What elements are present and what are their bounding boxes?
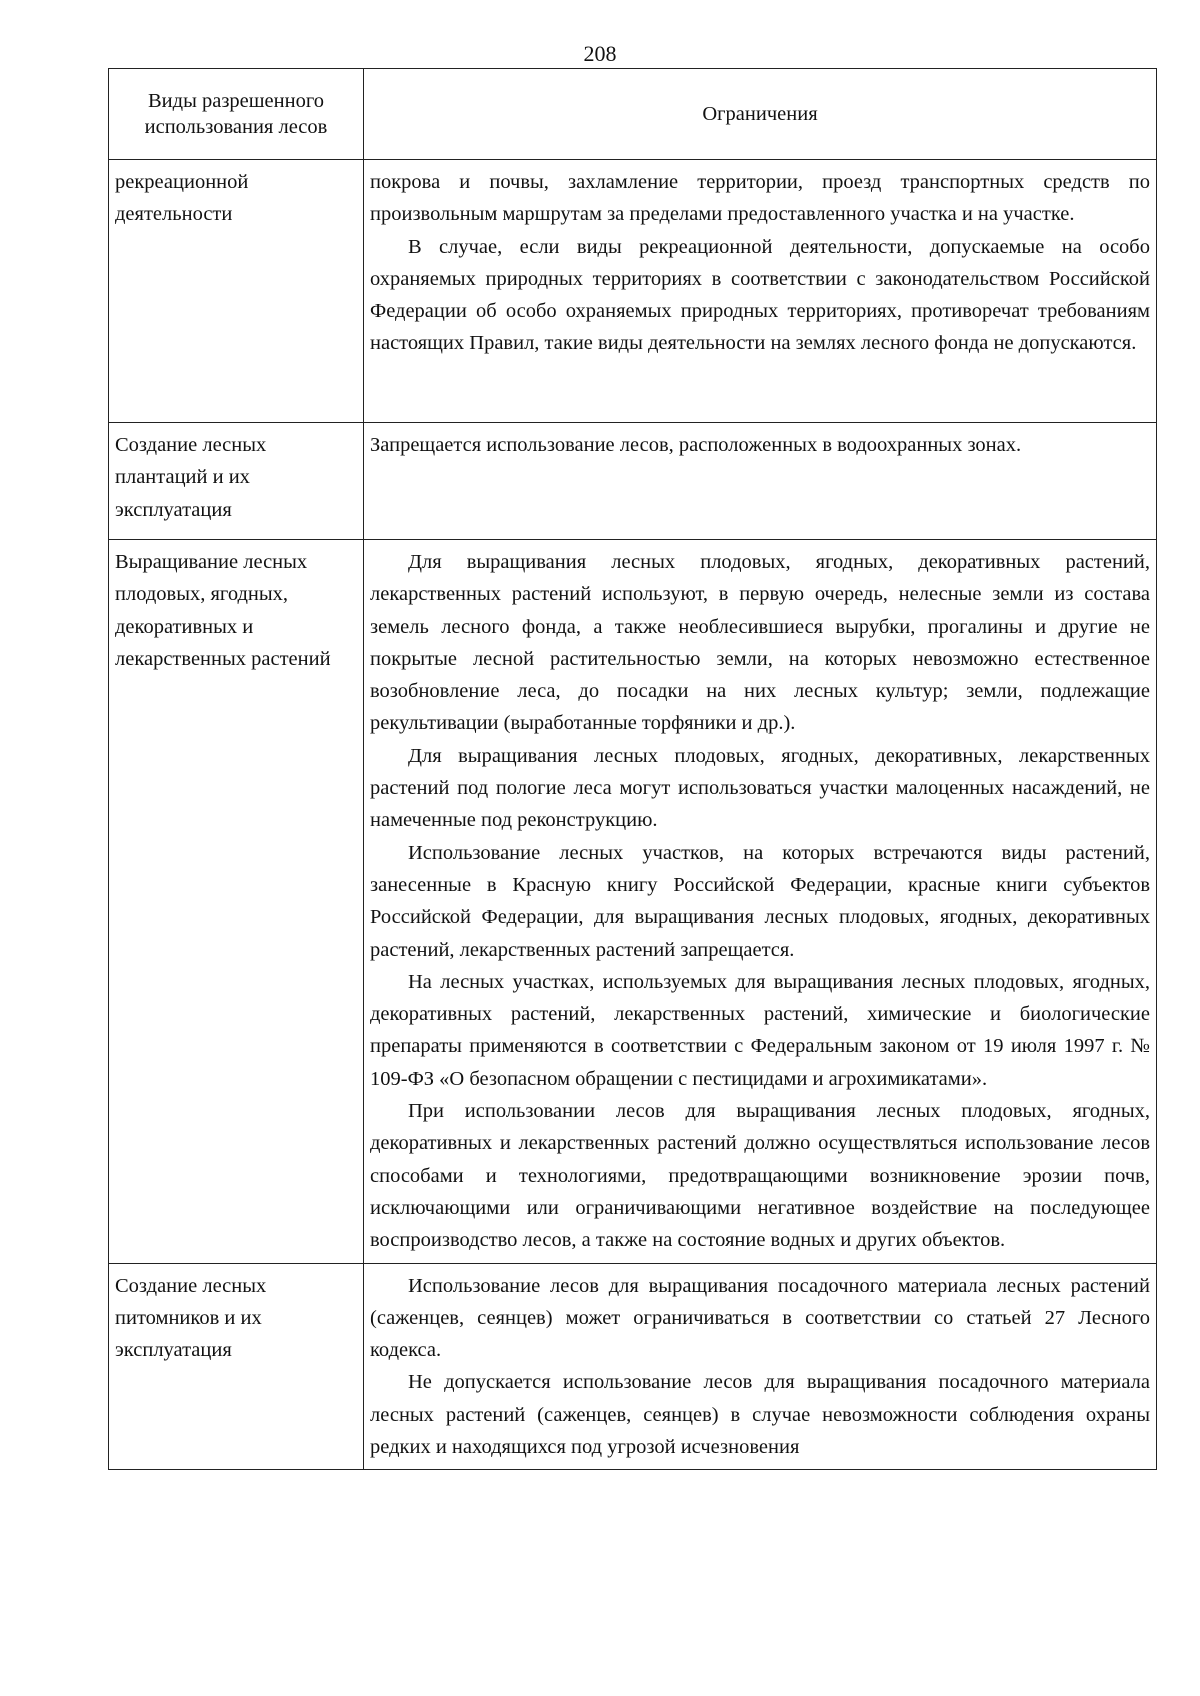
restriction-paragraph: Не допускается использование лесов для выращивания посадочного материала лесных растений (саженцев, сеянцев) в случае невозможности соблюдения охраны редких и находящихся под угрозой исчезновения — [370, 1371, 1150, 1459]
restriction-paragraph: покрова и почвы, захламление территории, проезд транспортных средств по произвольным маршрутам за пределами предоставленного участка и на участке. — [370, 171, 1150, 226]
table-row — [109, 540, 1157, 1264]
row-restrictions-forest-plantations — [364, 423, 1157, 540]
restriction-paragraph: Использование лесов для выращивания посадочного материала лесных растений (саженцев, сеянцев) может ограничиваться в соответствии со статьей 27 Лесного кодекса. — [370, 1274, 1150, 1362]
table-row — [109, 423, 1157, 540]
table-row — [109, 160, 1157, 423]
column-header-kinds: Виды разрешенного использования лесов — [109, 69, 364, 160]
restrictions-table — [108, 68, 1157, 1470]
restriction-paragraph: Использование лесных участков, на которых встречаются виды растений, занесенные в Красную книгу Российской Федерации, красные книги субъектов Российской Федерации, для выращивания лесных плодовых, ягодных, декоративных растений, лекарственных растений запрещается. — [370, 841, 1150, 961]
row-kind-growing-plants: Выращивание лесных плодовых, ягодных, декоративных и лекарственных растений — [109, 540, 364, 1264]
page-number: 208 — [583, 41, 617, 66]
table-header-row — [109, 69, 1157, 160]
column-header-restrictions: Ограничения — [364, 69, 1157, 160]
row-kind-forest-plantations: Создание лесных плантаций и их эксплуатация — [109, 423, 364, 540]
row-restrictions-forest-nurseries — [364, 1263, 1157, 1470]
restriction-paragraph: На лесных участках, используемых для выращивания лесных плодовых, ягодных, декоративных растений, лекарственных растений, химические и биологические препараты применяются в соответствии с Федеральным законом от 19 июля 1997 г. № 109-ФЗ «О безопасном обращении с пестицидами и агрохимикатами». — [370, 970, 1150, 1090]
table-row — [109, 1263, 1157, 1470]
row-restrictions-recreation — [364, 160, 1157, 423]
row-restrictions-growing-plants — [364, 540, 1157, 1264]
restriction-paragraph: Для выращивания лесных плодовых, ягодных, декоративных, лекарственных растений под пологие леса могут использоваться участки малоценных насаждений, не намеченные под реконструкцию. — [370, 744, 1150, 832]
row-kind-forest-nurseries: Создание лесных питомников и их эксплуатация — [109, 1263, 364, 1470]
restriction-paragraph: В случае, если виды рекреационной деятельности, допускаемые на особо охраняемых природных территориях в соответствии с законодательством Российской Федерации об особо охраняемых природных территориях, противоречат требованиям настоящих Правил, такие виды деятельности на землях лесного фонда не допускаются. — [370, 235, 1150, 355]
row-kind-recreation: рекреационной деятельности — [109, 160, 364, 423]
restriction-paragraph: При использовании лесов для выращивания лесных плодовых, ягодных, декоративных и лекарственных растений должно осуществляться использование лесов способами и технологиями, предотвращающими возникновение эрозии почв, исключающими или ограничивающими негативное воздействие на последующее воспроизводство лесов, а также на состояние водных и других объектов. — [370, 1100, 1150, 1252]
restriction-paragraph: Для выращивания лесных плодовых, ягодных, декоративных растений, лекарственных растений используют, в первую очередь, нелесные земли из состава земель лесного фонда, а также необлесившиеся вырубки, прогалины и другие не покрытые лесной растительностью земли, на которых невозможно естественное возобновление леса, до посадки на них лесных культур; земли, подлежащие рекультивации (выработанные торфяники и др.). — [370, 551, 1150, 735]
restriction-paragraph: Запрещается использование лесов, расположенных в водоохранных зонах. — [370, 434, 1022, 456]
